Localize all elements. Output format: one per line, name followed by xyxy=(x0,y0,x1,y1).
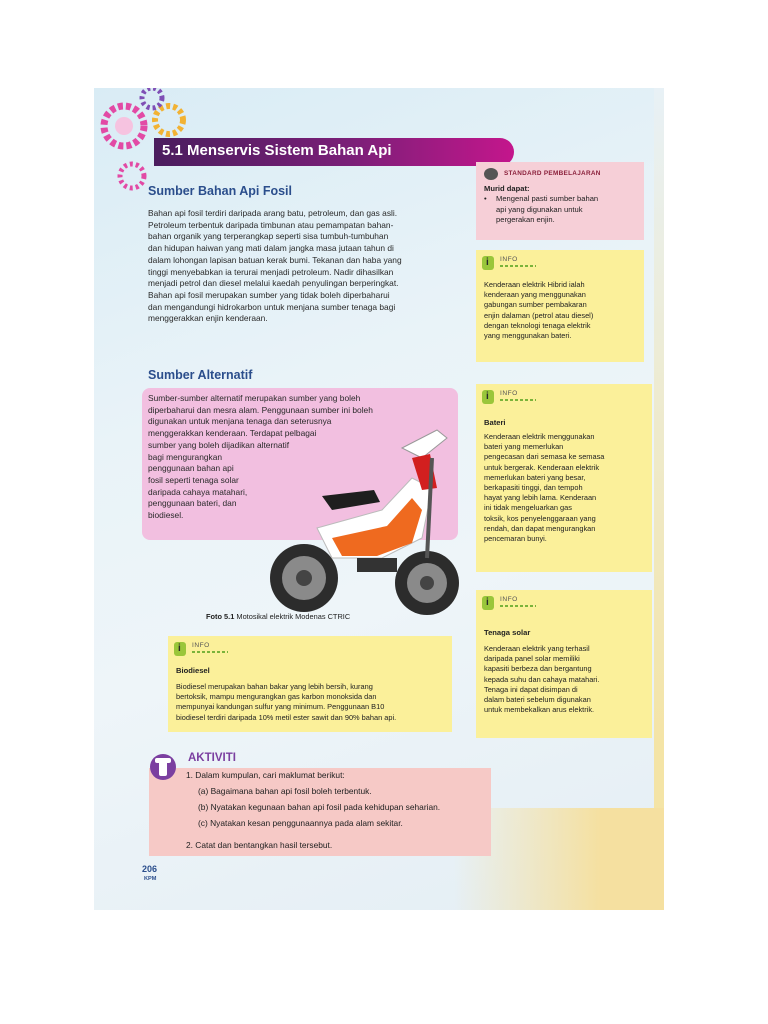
text-line: Kenderaan elektrik yang terhasil xyxy=(484,644,590,653)
text-line: untuk membekalkan arus elektrik. xyxy=(484,705,595,715)
page-number: 206 xyxy=(142,864,158,874)
text-line: bertoksik, mampu mengurangkan gas karbon monoksida dan xyxy=(176,692,377,702)
info-biodiesel-heading: Biodiesel xyxy=(176,666,210,675)
motorcycle-photo xyxy=(262,418,462,628)
text-line: Biodiesel merupakan bahan bakar yang lebih bersih, kurang xyxy=(176,682,373,691)
alternatif-heading: Sumber Alternatif xyxy=(148,368,253,382)
info-icon: i xyxy=(482,596,494,610)
info-icon: i xyxy=(482,390,494,404)
text-line: penggunaan bahan api xyxy=(148,463,234,474)
text-line: bagi mengurangkan xyxy=(148,451,223,462)
text-line: Mengenal pasti sumber bahan xyxy=(496,194,599,203)
text-line: rendah, dan dapat mengurangkan xyxy=(484,523,596,533)
text-line: menggerakkan kenderaan. Terdapat pelbagai xyxy=(148,428,317,439)
info-underline xyxy=(500,605,536,607)
text-line: gabungan sumber pembakaran xyxy=(484,300,587,310)
info-label: INFO xyxy=(500,256,518,263)
text-line: Kenderaan elektrik menggunakan xyxy=(484,432,595,441)
section-title-bar xyxy=(154,138,514,166)
textbook-page xyxy=(94,88,664,910)
text-line: mempunyai kandungan sulfur yang minimum. Penggunaan B10 xyxy=(176,702,385,712)
text-line: Sumber-sumber alternatif merupakan sumber yang boleh xyxy=(148,393,361,403)
text-line: pengecasan dari semasa ke semasa xyxy=(484,452,605,462)
text-line: dan hidupan haiwan yang mati dalam jangka masa jutaan tahun di xyxy=(148,243,394,254)
text-line: menggerakkan enjin kenderaan. xyxy=(148,313,268,324)
text-line: penggunaan bateri, dan xyxy=(148,498,237,509)
wrench-icon xyxy=(148,752,184,782)
text-line: Petroleum terbentuk daripada timbunan atau pemampatan bahan- xyxy=(148,219,394,230)
info-bateri-text xyxy=(484,432,634,544)
info-underline xyxy=(500,265,536,267)
bullet-icon: • xyxy=(484,194,487,203)
standard-icon xyxy=(484,168,498,180)
info-label: INFO xyxy=(500,390,518,397)
info-solar-heading: Tenaga solar xyxy=(484,628,531,637)
aktiviti-title: AKTIVITI xyxy=(188,752,236,764)
info-solar-text xyxy=(484,644,634,715)
text-line: Bahan api fosil merupakan sumber yang tidak boleh diperbaharui xyxy=(148,289,390,300)
info-label: INFO xyxy=(192,642,210,649)
text-line: dan mengandungi hidrokarbon untuk menjana sumber tenaga bagi xyxy=(148,301,396,312)
text-line: dengan teknologi tenaga elektrik xyxy=(484,320,591,330)
info-biodiesel-text xyxy=(176,682,451,723)
text-line: biodiesel terdiri daripada 10% metil ester sawit dan 90% bahan api. xyxy=(176,712,397,722)
info-icon: i xyxy=(482,256,494,270)
standard-text xyxy=(496,194,636,226)
aktiviti-item-1: 1. Dalam kumpulan, cari maklumat berikut: xyxy=(186,770,345,780)
fossil-heading: Sumber Bahan Api Fosil xyxy=(148,184,293,198)
text-line: dalam bateri sebelum digunakan xyxy=(484,695,591,705)
text-line: diperbaharui dan mesra alam. Penggunaan sumber ini boleh xyxy=(148,404,373,415)
caption-text: Motosikal elektrik Modenas CTRIC xyxy=(236,612,351,621)
publisher-label: KPM xyxy=(144,876,157,882)
text-line: api yang digunakan untuk xyxy=(496,204,583,214)
info-box-hibrid xyxy=(476,250,644,362)
standard-title: STANDARD PEMBELAJARAN xyxy=(504,170,601,177)
section-title: 5.1 Menservis Sistem Bahan Api xyxy=(162,142,392,159)
text-line: Kenderaan elektrik Hibrid ialah xyxy=(484,280,585,289)
text-line: daripada panel solar memiliki xyxy=(484,654,580,664)
photo-caption xyxy=(206,612,350,621)
text-line: daripada cahaya matahari, xyxy=(148,486,248,497)
text-line: Tenaga ini dapat disimpan di xyxy=(484,684,578,694)
text-line: digunakan untuk menjana tenaga dan seterusnya xyxy=(148,416,332,427)
text-line: Bahan api fosil terdiri daripada arang batu, petroleum, dan gas asli. xyxy=(148,208,398,218)
info-hibrid-text xyxy=(484,280,634,341)
text-line: menjadi petrol dan diesel melalui kaedah penyulingan berperingkat. xyxy=(148,278,399,289)
text-line: berkapasiti tinggi, dan tempoh xyxy=(484,483,583,493)
page-edge-decoration xyxy=(654,88,664,910)
aktiviti-item-c: (c) Nyatakan kesan penggunaannya pada alam sekitar. xyxy=(198,818,403,828)
info-box-solar xyxy=(476,590,652,738)
text-line: untuk bergerak. Kenderaan elektrik xyxy=(484,462,600,472)
text-line: dalam lohongan lapisan batuan kerak bumi. Tekanan dan haba yang xyxy=(148,254,402,265)
caption-label: Foto 5.1 xyxy=(206,612,235,621)
text-line: tinggi menyebabkan ia terurai menjadi petroleum. Nadir dihasilkan xyxy=(148,266,394,277)
text-line: bahan organik yang terperangkap seperti sisa tumbuh-tumbuhan xyxy=(148,231,389,242)
text-line: hayat yang lebih lama. Kenderaan xyxy=(484,493,597,503)
text-line: ini tidak mengeluarkan gas xyxy=(484,503,572,513)
info-box-biodiesel xyxy=(168,636,452,732)
info-box-bateri xyxy=(476,384,652,572)
text-line: memerlukan bateri yang besar, xyxy=(484,472,586,482)
text-line: pencemaran bunyi. xyxy=(484,534,547,544)
info-underline xyxy=(500,399,536,401)
text-line: pergerakan enjin. xyxy=(496,215,555,224)
fossil-paragraph xyxy=(148,208,468,325)
text-line: kapasiti berbeza dan bergantung xyxy=(484,664,592,674)
aktiviti-item-b: (b) Nyatakan kegunaan bahan api fosil pada kehidupan seharian. xyxy=(198,802,441,812)
info-label: INFO xyxy=(500,596,518,603)
standard-label: Murid dapat: xyxy=(484,184,530,193)
text-line: kenderaan yang menggunakan xyxy=(484,290,586,300)
info-underline xyxy=(192,651,228,653)
text-line: kepada suhu dan cahaya matahari. xyxy=(484,674,600,684)
info-bateri-heading: Bateri xyxy=(484,418,506,427)
text-line: sumber yang boleh dijadikan alternatif xyxy=(148,439,290,450)
standard-pembelajaran-box xyxy=(476,162,644,240)
text-line: toksik, kos penyelenggaraan yang xyxy=(484,513,596,523)
info-icon: i xyxy=(174,642,186,656)
aktiviti-item-a: (a) Bagaimana bahan api fosil boleh terbentuk. xyxy=(198,786,372,796)
page-number-badge xyxy=(138,864,170,886)
text-line: enjin dalaman (petrol atau diesel) xyxy=(484,310,594,320)
text-line: fosil seperti tenaga solar xyxy=(148,474,239,485)
text-line: bateri yang memerlukan xyxy=(484,442,564,452)
text-line: biodiesel. xyxy=(148,510,184,521)
text-line: yang menggunakan bateri. xyxy=(484,331,572,341)
aktiviti-item-2: 2. Catat dan bentangkan hasil tersebut. xyxy=(186,840,333,850)
